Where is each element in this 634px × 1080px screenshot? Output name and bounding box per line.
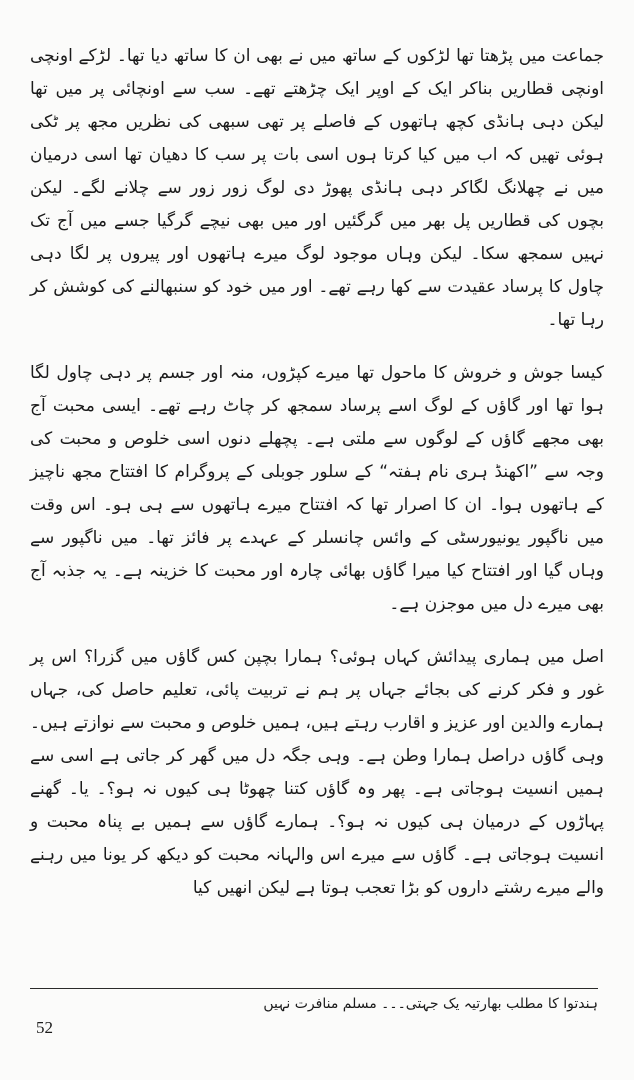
footer-divider bbox=[30, 988, 598, 989]
paragraph-1: جماعت میں پڑھتا تھا لڑکوں کے ساتھ میں نے بھی ان کا ساتھ دیا تھا۔ لڑکے اونچی اونچی قطاریں بناکر ایک کے اوپر ایک چڑھتے تھے۔ سب سے اونچائی پر میں تھا لیکن دہی ہانڈی کچھ ہاتھوں کے فاصلے پر تھی سبھی کی نظریں مجھ پر ٹکی ہوئی تھیں کہ اب میں کیا کرتا ہوں اسی بات پر سب کا دھیان تھا اسی درمیان میں نے چھلانگ لگاکر دہی ہانڈی پھوڑ دی لوگ زور زور سے چلانے لگے۔ لیکن بچوں کی قطاریں پل بھر میں گرگئیں اور میں بھی نیچے گرگیا جسے میں آج تک نہیں سمجھ سکا۔ لیکن وہاں موجود لوگ میرے ہاتھوں اور پیروں پر لگا دہی چاول کا پرساد عقیدت سے کھا رہے تھے۔ اور میں خود کو سنبھالنے کی کوشش کر رہا تھا۔ bbox=[30, 46, 604, 330]
page-number: 52 bbox=[36, 1018, 53, 1037]
paragraph-2: کیسا جوش و خروش کا ماحول تھا میرے کپڑوں، منہ اور جسم پر دہی چاول لگا ہوا تھا اور گاؤں کے لوگ اسے پرساد سمجھ کر چاٹ رہے تھے۔ ایسی محبت آج بھی مجھے گاؤں کے لوگوں سے ملتی ہے۔ پچھلے دنوں اسی خلوص و محبت کی وجہ سے ”اکھنڈ ہری نام ہفتہ“ کے سلور جوبلی کے پروگرام کا افتتاح مجھ ناچیز کے ہاتھوں ہوا۔ ان کا اصرار تھا کہ افتتاح میرے ہاتھوں سے ہی ہو۔ اس وقت میں ناگپور یونیورسٹی کے وائس چانسلر کے عہدے پر فائز تھا۔ میں ناگپور سے وہاں گیا اور افتتاح کیا میرا گاؤں بھائی چارہ اور محبت کا خزینہ ہے۔ یہ جذبہ آج بھی میرے دل میں موجزن ہے۔ bbox=[30, 363, 604, 614]
page-body bbox=[30, 40, 604, 905]
running-title: ہندتوا کا مطلب بھارتیہ یک جہتی۔۔۔ مسلم منافرت نہیں bbox=[263, 996, 598, 1012]
paragraph-3: اصل میں ہماری پیدائش کہاں ہوئی؟ ہمارا بچپن کس گاؤں میں گزرا؟ اس پر غور و فکر کرنے کی بجائے جہاں پر ہم نے تربیت پائی، تعلیم حاصل کی، جہاں ہمارے والدین اور عزیز و اقارب رہتے ہیں، ہمیں خلوص و محبت سے نوازتے ہیں۔ وہی گاؤں دراصل ہمارا وطن ہے۔ وہی جگہ دل میں گھر کر جاتی ہے اسی سے ہمیں انسیت ہوجاتی ہے۔ پھر وہ گاؤں کتنا چھوٹا ہی کیوں نہ ہو؟۔ یا۔ گھنے پہاڑوں کے درمیان ہی کیوں نہ ہو؟۔ ہمارے گاؤں سے ہمیں بے پناہ محبت و انسیت ہوجاتی ہے۔ گاؤں سے میرے اس والہانہ محبت کو دیکھ کر یونا میں رہنے والے میرے رشتے داروں کو بڑا تعجب ہوتا ہے لیکن انھیں کیا bbox=[30, 647, 604, 898]
